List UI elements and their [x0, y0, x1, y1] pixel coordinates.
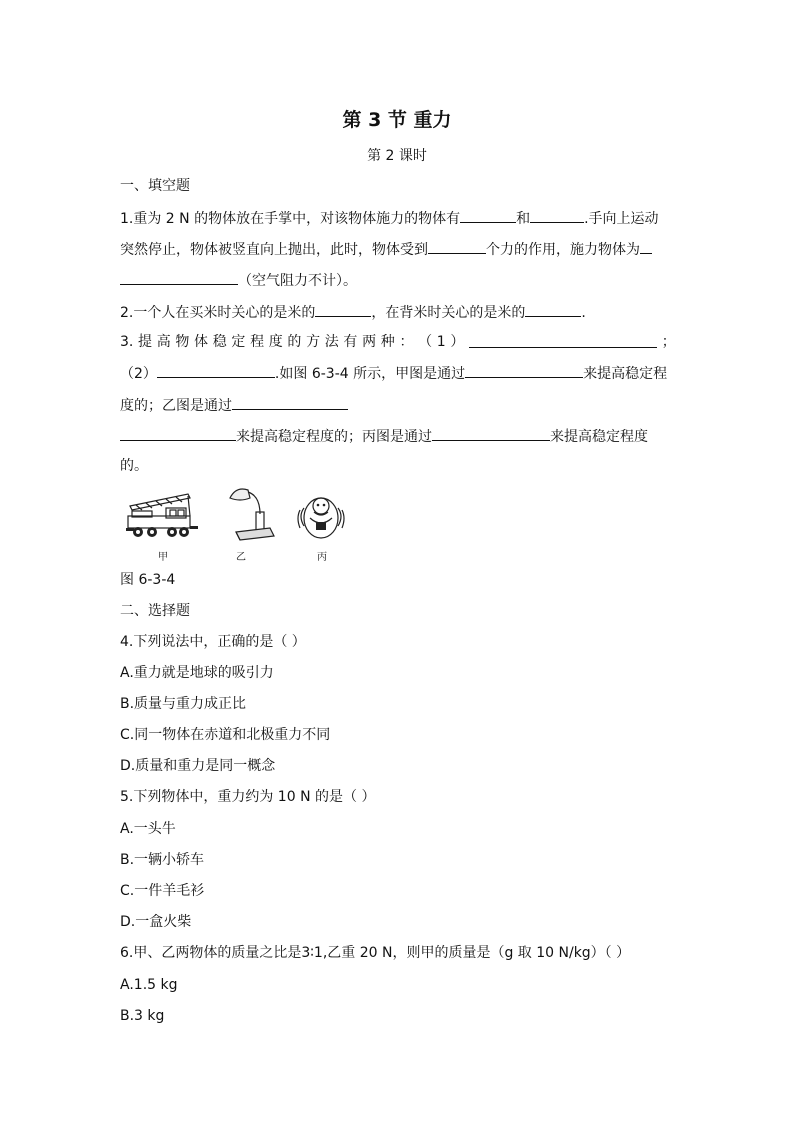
question-text: .	[581, 305, 586, 321]
tumbler-doll-image	[296, 488, 346, 542]
question-3-line-1	[120, 332, 676, 352]
question-2	[120, 301, 676, 323]
question-text: .如图 6-3-4 所示，甲图是通过	[274, 366, 466, 382]
question-char: 程	[250, 334, 265, 350]
question-char: 种	[380, 334, 395, 350]
question-char: ）	[450, 334, 465, 350]
section-heading-fill-blank: 一、填空题	[120, 178, 190, 194]
question-text: 个力的作用，施力物体为	[486, 242, 640, 258]
question-6-option-a[interactable]: A.1.5 kg	[120, 977, 178, 993]
figure-label-bing: 丙	[317, 552, 327, 563]
question-char: ；	[661, 334, 676, 350]
answer-blank[interactable]	[428, 238, 486, 254]
question-text: 突然停止，物体被竖直向上抛出，此时，物体受到	[120, 242, 428, 258]
question-1-line-2	[120, 238, 676, 260]
question-text: 来提高稳定程度的；丙图是通过	[236, 429, 432, 445]
question-5-option-d[interactable]: D.一盒火柴	[120, 914, 192, 930]
figure-6-3-4	[120, 484, 360, 564]
question-char: 物	[175, 334, 190, 350]
question-char: 体	[194, 334, 209, 350]
answer-blank[interactable]	[232, 394, 348, 410]
question-text: 和	[516, 211, 531, 227]
question-text: （空气阻力不计）。	[238, 273, 357, 289]
question-6-stem: 6.甲、乙两物体的质量之比是3∶1,乙重 20 N，则甲的质量是（g 取 10 N/kg）（ ）	[120, 945, 631, 961]
question-text: 度的；乙图是通过	[120, 398, 232, 414]
question-char: 稳	[212, 334, 227, 350]
question-3-line-5: 的。	[120, 458, 148, 474]
question-char: 3.	[120, 334, 134, 350]
question-3-line-4	[120, 425, 676, 447]
question-char: 度	[268, 334, 283, 350]
question-text: ，在背米时关心的是米的	[371, 305, 526, 321]
answer-blank[interactable]	[315, 301, 371, 317]
answer-blank[interactable]	[460, 207, 516, 223]
question-text: 1.重为 2 N 的物体放在手掌中，对该物体施力的物体有	[120, 211, 461, 227]
question-1-line-1	[120, 207, 676, 229]
answer-blank[interactable]	[120, 425, 236, 441]
question-5-stem: 5.下列物体中，重力约为 10 N 的是（ ）	[120, 789, 376, 805]
answer-blank[interactable]	[120, 269, 238, 285]
question-1-line-3	[120, 269, 676, 291]
question-4-stem: 4.下列说法中，正确的是（ ）	[120, 634, 306, 650]
question-4-option-b[interactable]: B.质量与重力成正比	[120, 696, 247, 712]
question-char: 有	[343, 334, 358, 350]
crane-truck-image	[126, 486, 200, 542]
figure-label-jia: 甲	[158, 552, 168, 563]
question-4-option-d[interactable]: D.质量和重力是同一概念	[120, 758, 276, 774]
question-char: 定	[231, 334, 246, 350]
section-heading-multiple-choice: 二、选择题	[120, 603, 190, 619]
question-text: 来提高稳定程	[583, 366, 668, 382]
question-5-option-b[interactable]: B.一辆小轿车	[120, 852, 205, 868]
desk-lamp-image	[226, 484, 276, 542]
answer-blank[interactable]	[465, 362, 583, 378]
answer-blank[interactable]	[469, 332, 657, 348]
answer-blank[interactable]	[530, 207, 584, 223]
question-text: .手向上运动	[584, 211, 659, 227]
question-text: （2）	[120, 366, 157, 382]
question-3-line-2	[120, 362, 676, 384]
answer-blank[interactable]	[525, 301, 581, 317]
page-title: 第 3 节 重力	[342, 109, 452, 131]
figure-label-yi: 乙	[236, 552, 246, 563]
question-char: ：	[399, 334, 414, 350]
question-5-option-c[interactable]: C.一件羊毛衫	[120, 883, 205, 899]
answer-blank[interactable]	[432, 425, 550, 441]
question-char: 法	[324, 334, 339, 350]
question-char: 1	[436, 334, 446, 350]
question-char: 方	[306, 334, 321, 350]
question-4-option-a[interactable]: A.重力就是地球的吸引力	[120, 665, 274, 681]
question-char: 两	[362, 334, 377, 350]
answer-blank[interactable]	[157, 362, 275, 378]
question-text: 来提高稳定程度	[550, 429, 648, 445]
question-char: 高	[156, 334, 171, 350]
question-6-option-b[interactable]: B.3 kg	[120, 1008, 165, 1024]
question-3-line-3	[120, 394, 676, 416]
page-subtitle: 第 2 课时	[367, 148, 427, 164]
figure-caption: 图 6-3-4	[120, 572, 176, 588]
question-char: 的	[287, 334, 302, 350]
answer-blank[interactable]	[640, 238, 652, 254]
question-4-option-c[interactable]: C.同一物体在赤道和北极重力不同	[120, 727, 331, 743]
question-5-option-a[interactable]: A.一头牛	[120, 821, 176, 837]
question-text: 2.一个人在买米时关心的是米的	[120, 305, 316, 321]
question-char: 提	[138, 334, 153, 350]
question-char: （	[418, 334, 433, 350]
